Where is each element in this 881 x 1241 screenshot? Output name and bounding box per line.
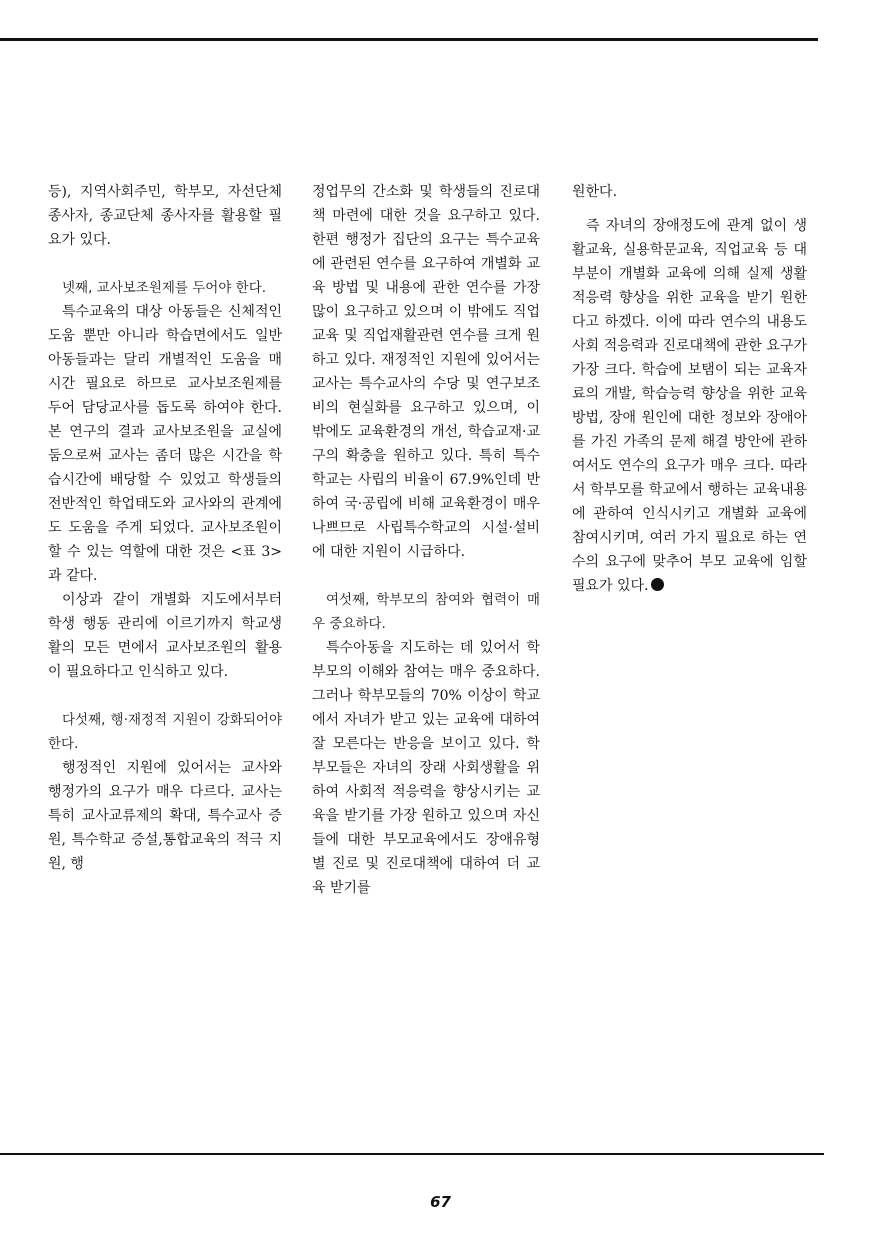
paragraph: 등), 지역사회주민, 학부모, 자선단체 종사자, 종교단체 종사자를 활용할 필요가 있다. xyxy=(48,184,282,248)
section-heading-6: 여섯째, 학부모의 참여와 협력이 매우 중요하다. xyxy=(312,592,540,632)
bottom-rule xyxy=(0,1153,824,1155)
paragraph: 정업무의 간소화 및 학생들의 진로대책 마련에 대한 것을 요구하고 있다. 한편 행정가 집단의 요구는 특수교육에 관련된 연수를 요구하여 개별화 교육 방법 및 내용에 관한 연수를 가장 많이 요구하고 있으며 이 밖에도 직업교육 및 직업재활관련 연수를 크게 원하고 있다. 재정적인 지원에 있어서는 교사는 특수교사의 수당 및 연구보조비의 현실화를 요구하고 있으며, 이 밖에도 교육환경의 개선, 학습교재·교구의 확충을 원하고 있다. 특히 특수학교는 사립의 비율이 67.9%인데 반하여 국·공립에 비해 교육환경이 매우 나쁘므로 사립특수학교의 시설·설비에 대한 지원이 시급하다. xyxy=(312,184,540,560)
paragraph: 행정적인 지원에 있어서는 교사와 행정가의 요구가 매우 다르다. 교사는 특히 교사교류제의 확대, 특수교사 증원, 특수학교 증설,통합교육의 적극 지원, 행 xyxy=(48,760,282,872)
paragraph: 특수교육의 대상 아동들은 신체적인 도움 뿐만 아니라 학습면에서도 일반 아동들과는 달리 개별적인 도움을 매시간 필요로 하므로 교사보조원제를 두어 담당교사를 돕도록 하여야 한다. 본 연구의 결과 교사보조원을 교실에 둠으로써 교사는 좀더 많은 시간을 학습시간에 배당할 수 있었고 학생들의 전반적인 학업태도와 교사와의 관계에도 도움을 주게 되었다. 교사보조원이 할 수 있는 역할에 대한 것은 <표 3>과 같다. xyxy=(48,304,282,584)
column-left xyxy=(48,180,282,876)
paragraph: 특수아동을 지도하는 데 있어서 학부모의 이해와 참여는 매우 중요하다. 그러나 학부모들의 70% 이상이 학교에서 자녀가 받고 있는 교육에 대하여 잘 모른다는 반응을 보이고 있다. 학부모들은 자녀의 장래 사회생활을 위하여 사회적 적응력을 향상시키는 교육을 받기를 가장 원하고 있으며 자신들에 대한 부모교육에서도 장애유형별 진로 및 진로대책에 대하여 더 교육 받기를 xyxy=(312,640,540,896)
column-right xyxy=(572,180,807,598)
end-mark-icon xyxy=(651,578,664,591)
paragraph: 원한다. xyxy=(572,184,618,200)
column-middle xyxy=(312,180,540,900)
paragraph-text: 즉 자녀의 장애정도에 관계 없이 생활교육, 실용학문교육, 직업교육 등 대부분이 개별화 교육에 의해 실제 생활 적응력 향상을 위한 교육을 받기 원한다고 하겠다. 이에 따라 연수의 내용도 사회 적응력과 진로대책에 관한 요구가 가장 크다. 학습에 보탬이 되는 교육자료의 개발, 학습능력 향상을 위한 교육방법, 장애 원인에 대한 정보와 장애아를 가진 가족의 문제 해결 방안에 관하여서도 연수의 요구가 매우 크다. 따라서 학부모를 학교에서 행하는 교육내용에 관하여 인식시키고 개별화 교육에 참여시키며, 여러 가지 필요로 하는 연수의 요구에 맞추어 부모 교육에 임할 필요가 있다. xyxy=(572,218,807,594)
top-rule xyxy=(0,38,818,41)
page-number: 67 xyxy=(430,1193,451,1211)
paragraph-final xyxy=(572,214,807,598)
paragraph: 이상과 같이 개별화 지도에서부터 학생 행동 관리에 이르기까지 학교생활의 모든 면에서 교사보조원의 활용이 필요하다고 인식하고 있다. xyxy=(48,592,282,680)
section-heading-5: 다섯째, 행·재정적 지원이 강화되어야 한다. xyxy=(48,712,282,752)
section-heading-4: 넷째, 교사보조원제를 두어야 한다. xyxy=(62,280,267,296)
